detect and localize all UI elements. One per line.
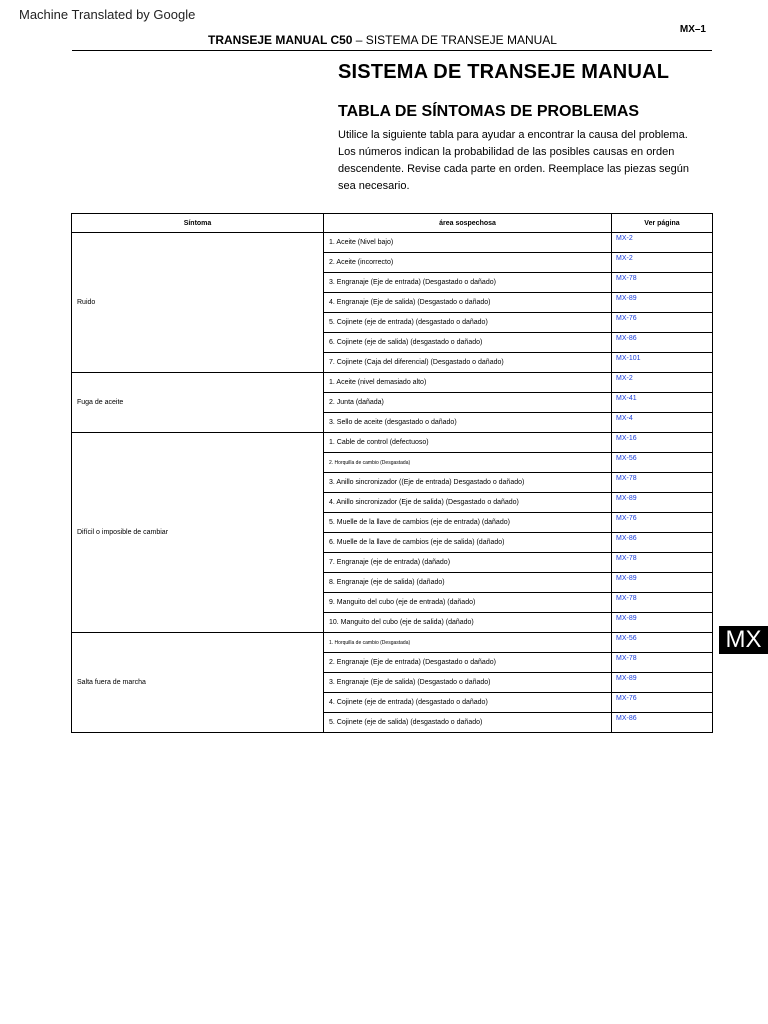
suspect-area-cell: 3. Engranaje (Eje de salida) (Desgastado o dañado) — [324, 673, 612, 693]
symptoms-table — [71, 213, 713, 733]
symptom-cell: Difícil o imposible de cambiar — [72, 433, 324, 633]
suspect-area-cell: 5. Cojinete (eje de entrada) (desgastado o dañado) — [324, 313, 612, 333]
see-page-link[interactable]: MX-101 — [612, 353, 713, 373]
running-header-rest: – SISTEMA DE TRANSEJE MANUAL — [352, 33, 557, 47]
suspect-area-cell: 3. Sello de aceite (desgastado o dañado) — [324, 413, 612, 433]
see-page-link[interactable]: MX-86 — [612, 333, 713, 353]
table-row — [72, 433, 713, 453]
suspect-area-cell: 2. Engranaje (Eje de entrada) (Desgastado o dañado) — [324, 653, 612, 673]
symptom-cell: Salta fuera de marcha — [72, 633, 324, 733]
suspect-area-cell: 1. Horquilla de cambio (Desgastada) — [324, 633, 612, 653]
see-page-link[interactable]: MX-2 — [612, 253, 713, 273]
see-page-link[interactable]: MX-41 — [612, 393, 713, 413]
suspect-area-cell: 5. Muelle de la llave de cambios (eje de entrada) (dañado) — [324, 513, 612, 533]
see-page-link[interactable]: MX-86 — [612, 533, 713, 553]
see-page-link[interactable]: MX-78 — [612, 593, 713, 613]
see-page-link[interactable]: MX-2 — [612, 233, 713, 253]
see-page-link[interactable]: MX-78 — [612, 473, 713, 493]
suspect-area-cell: 6. Cojinete (eje de salida) (desgastado o dañado) — [324, 333, 612, 353]
suspect-area-cell: 3. Anillo sincronizador ((Eje de entrada) Desgastado o dañado) — [324, 473, 612, 493]
see-page-link[interactable]: MX-4 — [612, 413, 713, 433]
suspect-area-cell: 2. Aceite (incorrecto) — [324, 253, 612, 273]
suspect-area-cell: 4. Cojinete (eje de entrada) (desgastado o dañado) — [324, 693, 612, 713]
running-header — [208, 33, 557, 47]
page-number: MX–1 — [679, 24, 706, 35]
see-page-link[interactable]: MX-2 — [612, 373, 713, 393]
header-divider — [72, 50, 712, 51]
section-tab: MX — [719, 626, 768, 654]
suspect-area-cell: 1. Aceite (nivel demasiado alto) — [324, 373, 612, 393]
suspect-area-cell: 7. Cojinete (Caja del diferencial) (Desgastado o dañado) — [324, 353, 612, 373]
see-page-link[interactable]: MX-76 — [612, 313, 713, 333]
table-row — [72, 633, 713, 653]
see-page-link[interactable]: MX-89 — [612, 573, 713, 593]
section-title: TABLA DE SÍNTOMAS DE PROBLEMAS — [338, 103, 640, 120]
suspect-area-cell: 3. Engranaje (Eje de entrada) (Desgastado o dañado) — [324, 273, 612, 293]
table-header-row — [72, 214, 713, 233]
header-symptom: Síntoma — [72, 214, 324, 233]
suspect-area-cell: 4. Engranaje (Eje de salida) (Desgastado o dañado) — [324, 293, 612, 313]
see-page-link[interactable]: MX-78 — [612, 653, 713, 673]
suspect-area-cell: 5. Cojinete (eje de salida) (desgastado o dañado) — [324, 713, 612, 733]
table-body — [72, 233, 713, 733]
see-page-link[interactable]: MX-16 — [612, 433, 713, 453]
suspect-area-cell: 2. Junta (dañada) — [324, 393, 612, 413]
see-page-link[interactable]: MX-56 — [612, 633, 713, 653]
symptom-cell: Ruido — [72, 233, 324, 373]
table-row — [72, 373, 713, 393]
suspect-area-cell: 10. Manguito del cubo (eje de salida) (dañado) — [324, 613, 612, 633]
header-page: Ver página — [612, 214, 713, 233]
see-page-link[interactable]: MX-76 — [612, 513, 713, 533]
suspect-area-cell: 4. Anillo sincronizador (Eje de salida) (Desgastado o dañado) — [324, 493, 612, 513]
see-page-link[interactable]: MX-86 — [612, 713, 713, 733]
see-page-link[interactable]: MX-78 — [612, 273, 713, 293]
see-page-link[interactable]: MX-89 — [612, 613, 713, 633]
see-page-link[interactable]: MX-78 — [612, 553, 713, 573]
table-row — [72, 233, 713, 253]
intro-paragraph: Utilice la siguiente tabla para ayudar a encontrar la causa del problema. Los números indican la probabilidad de las posibles causas en orden descendente. Revise cada parte en orden. Reemplace las piezas según sea necesario. — [338, 129, 690, 192]
suspect-area-cell: 2. Horquilla de cambio (Desgastada) — [324, 453, 612, 473]
suspect-area-cell: 7. Engranaje (eje de entrada) (dañado) — [324, 553, 612, 573]
machine-translated-banner: Machine Translated by Google — [19, 7, 196, 22]
suspect-area-cell: 8. Engranaje (eje de salida) (dañado) — [324, 573, 612, 593]
symptom-cell: Fuga de aceite — [72, 373, 324, 433]
see-page-link[interactable]: MX-89 — [612, 673, 713, 693]
suspect-area-cell: 1. Aceite (Nivel bajo) — [324, 233, 612, 253]
see-page-link[interactable]: MX-89 — [612, 493, 713, 513]
suspect-area-cell: 1. Cable de control (defectuoso) — [324, 433, 612, 453]
header-area: área sospechosa — [324, 214, 612, 233]
running-header-bold: TRANSEJE MANUAL C50 — [208, 33, 353, 47]
see-page-link[interactable]: MX-76 — [612, 693, 713, 713]
suspect-area-cell: 6. Muelle de la llave de cambios (eje de salida) (dañado) — [324, 533, 612, 553]
see-page-link[interactable]: MX-56 — [612, 453, 713, 473]
suspect-area-cell: 9. Manguito del cubo (eje de entrada) (dañado) — [324, 593, 612, 613]
page-title: SISTEMA DE TRANSEJE MANUAL — [338, 61, 670, 83]
see-page-link[interactable]: MX-89 — [612, 293, 713, 313]
